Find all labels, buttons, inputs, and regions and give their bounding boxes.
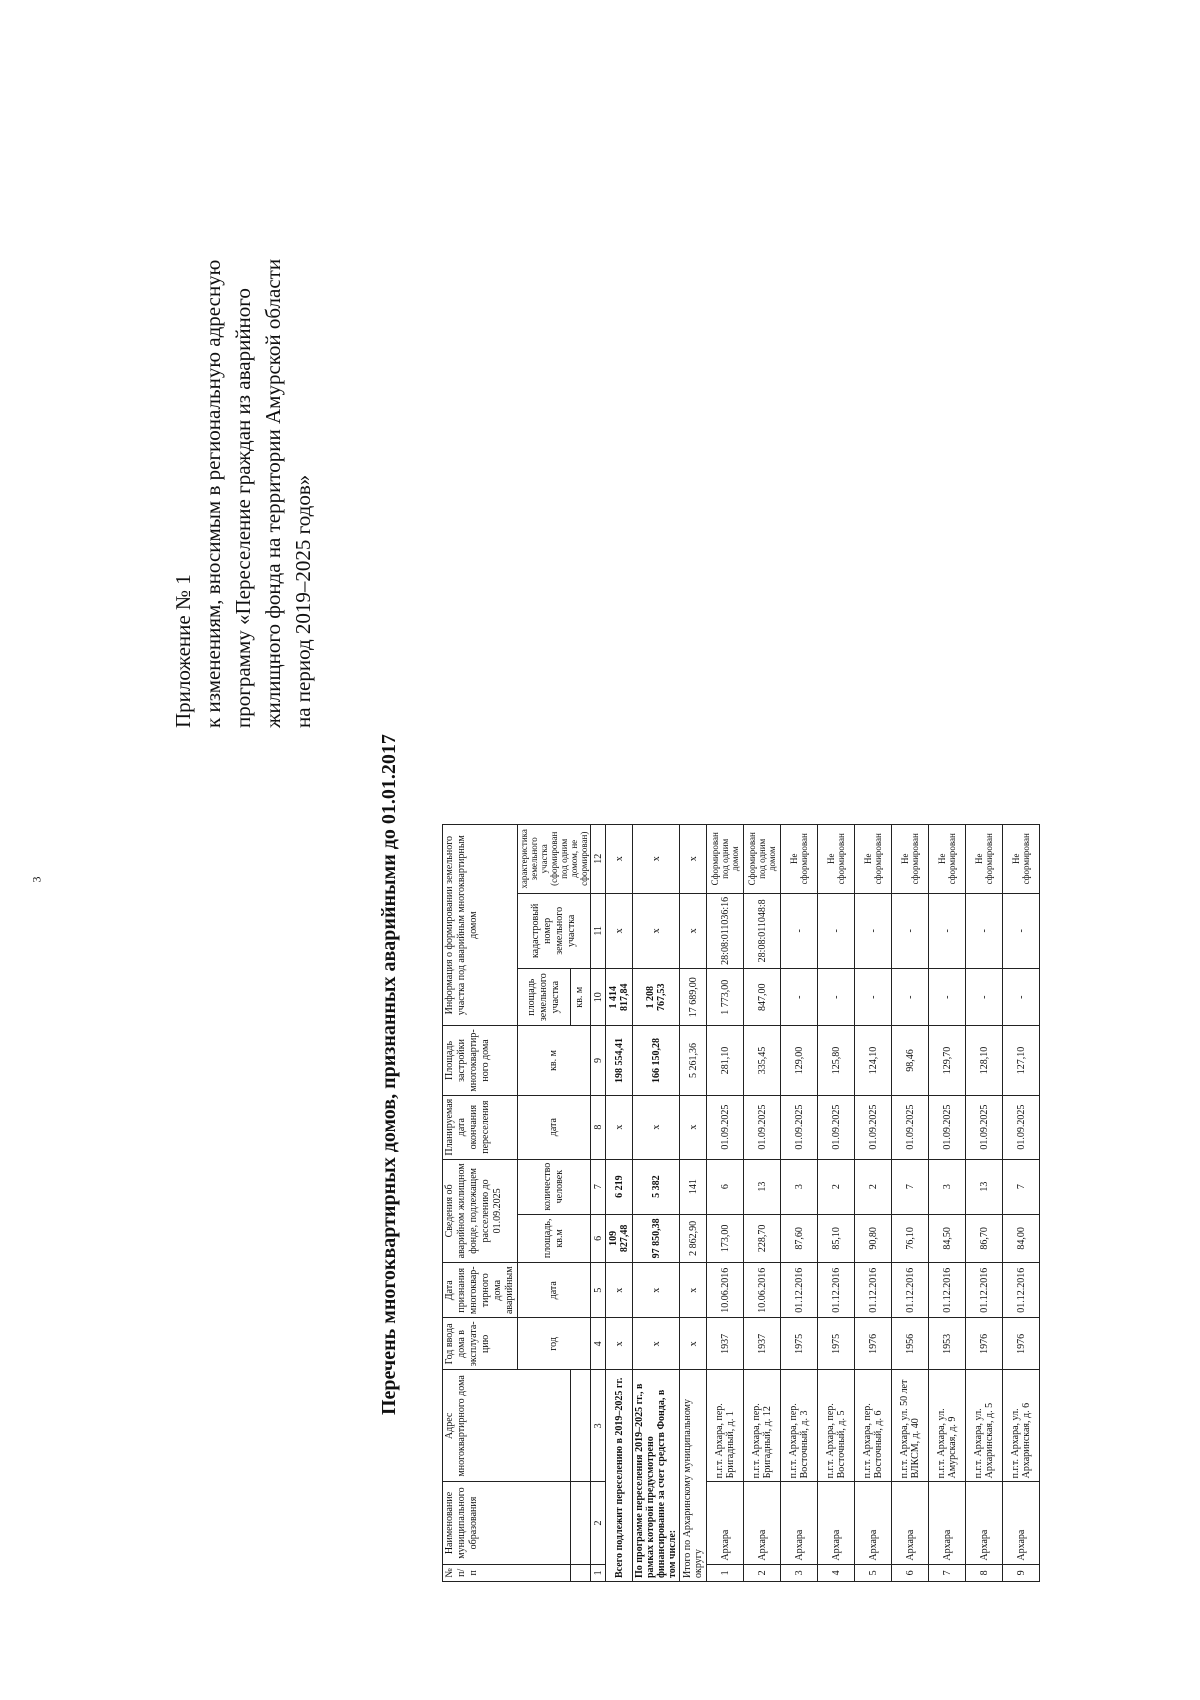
summary-end-date: x <box>680 1095 707 1159</box>
row-municipality: Архара <box>781 1482 818 1564</box>
row-building-area: 335,45 <box>744 1026 781 1095</box>
row-cadastral: 28:08:011048:8 <box>744 893 781 969</box>
header-building-area: Площадь застройки многоквартир-ного дома <box>443 1026 518 1095</box>
summary-label: По программе переселения 2019–2025 гг., в рамках которой предусмотрено финансирование за счет средств Фонда, в том числе: <box>633 1370 680 1582</box>
row-cadastral: - <box>892 893 929 969</box>
summary-area: 97 850,38 <box>633 1214 680 1263</box>
row-number: 9 <box>1003 1564 1040 1581</box>
houses-table <box>442 824 1040 1582</box>
row-people: 7 <box>1003 1159 1040 1214</box>
row-cadastral: - <box>929 893 966 969</box>
row-area: 85,10 <box>818 1214 855 1263</box>
header-land-area: площадь земельного участка <box>518 969 571 1026</box>
appendix-line: Приложение № 1 <box>171 574 195 728</box>
col-number: 5 <box>591 1263 606 1318</box>
summary-building-area: 5 261,36 <box>680 1026 707 1095</box>
row-address: п.г.т. Архара, ул. Амурская, д. 9 <box>929 1370 966 1482</box>
summary-year: x <box>606 1318 633 1370</box>
row-people: 2 <box>855 1159 892 1214</box>
row-municipality: Архара <box>892 1482 929 1564</box>
unit-area: площадь, кв.м <box>518 1214 591 1263</box>
table-row <box>818 825 855 1582</box>
summary-end-date: x <box>606 1095 633 1159</box>
summary-land-area: 1 208 767,53 <box>633 969 680 1026</box>
row-area: 173,00 <box>707 1214 744 1263</box>
page-number: 3 <box>29 876 44 883</box>
row-land-char: Не сформирован <box>1003 825 1040 894</box>
summary-label: Всего подлежит переселению в 2019–2025 гг. <box>606 1370 633 1582</box>
summary-people: 141 <box>680 1159 707 1214</box>
summary-land-area: 1 414 817,84 <box>606 969 633 1026</box>
row-cadastral: - <box>855 893 892 969</box>
summary-building-area: 166 150,28 <box>633 1026 680 1095</box>
row-number: 2 <box>744 1564 781 1581</box>
row-area: 84,50 <box>929 1214 966 1263</box>
col-number: 11 <box>591 893 606 969</box>
appendix-heading <box>168 88 318 728</box>
summary-row <box>680 825 707 1582</box>
col-number: 7 <box>591 1159 606 1214</box>
row-year: 1976 <box>966 1318 1003 1370</box>
row-end-date: 01.09.2025 <box>818 1095 855 1159</box>
header-blank <box>570 1370 590 1482</box>
column-number-row <box>591 825 606 1582</box>
row-emergency-date: 10.06.2016 <box>707 1263 744 1318</box>
row-number: 7 <box>929 1564 966 1581</box>
row-number: 4 <box>818 1564 855 1581</box>
row-land-area: - <box>1003 969 1040 1026</box>
summary-end-date: x <box>633 1095 680 1159</box>
summary-cadastral: x <box>633 893 680 969</box>
table-row <box>781 825 818 1582</box>
row-land-char: Не сформирован <box>781 825 818 894</box>
row-year: 1976 <box>855 1318 892 1370</box>
summary-land-char: x <box>633 825 680 894</box>
row-year: 1975 <box>781 1318 818 1370</box>
row-address: п.г.т. Архара, пер. Бригадный, д. 1 <box>707 1370 744 1482</box>
row-building-area: 128,10 <box>966 1026 1003 1095</box>
row-people: 3 <box>929 1159 966 1214</box>
row-municipality: Архара <box>818 1482 855 1564</box>
row-end-date: 01.09.2025 <box>929 1095 966 1159</box>
table-row <box>892 825 929 1582</box>
row-cadastral: - <box>781 893 818 969</box>
header-address: Адрес многоквартирного дома <box>443 1370 571 1482</box>
document-title: Перечень многоквартирных домов, признанных аварийными до 01.01.2017 <box>378 734 400 1415</box>
row-land-char: Сформирован под одним домом <box>744 825 781 894</box>
row-end-date: 01.09.2025 <box>855 1095 892 1159</box>
row-area: 228,70 <box>744 1214 781 1263</box>
houses-table-wrap <box>442 824 1040 1582</box>
summary-land-char: x <box>606 825 633 894</box>
table-row <box>744 825 781 1582</box>
row-number: 6 <box>892 1564 929 1581</box>
appendix-line: жилищного фонда на территории Амурской области <box>261 258 285 728</box>
unit-land-area: кв. м <box>570 969 590 1026</box>
row-address: п.г.т. Архара, пер. Бригадный, д. 12 <box>744 1370 781 1482</box>
row-end-date: 01.09.2025 <box>744 1095 781 1159</box>
row-number: 8 <box>966 1564 1003 1581</box>
header-num: № п/п <box>443 1564 571 1581</box>
summary-year: x <box>680 1318 707 1370</box>
row-end-date: 01.09.2025 <box>781 1095 818 1159</box>
header-blank <box>570 1482 590 1564</box>
summary-land-char: x <box>680 825 707 894</box>
col-number: 4 <box>591 1318 606 1370</box>
col-number: 3 <box>591 1370 606 1482</box>
row-address: п.г.т. Архара, ул. Архаринская, д. 5 <box>966 1370 1003 1482</box>
row-number: 1 <box>707 1564 744 1581</box>
row-land-area: - <box>966 969 1003 1026</box>
row-land-char: Не сформирован <box>818 825 855 894</box>
row-area: 86,70 <box>966 1214 1003 1263</box>
row-municipality: Архара <box>744 1482 781 1564</box>
row-municipality: Архара <box>707 1482 744 1564</box>
row-year: 1976 <box>1003 1318 1040 1370</box>
row-municipality: Архара <box>929 1482 966 1564</box>
row-emergency-date: 01.12.2016 <box>855 1263 892 1318</box>
row-emergency-date: 01.12.2016 <box>1003 1263 1040 1318</box>
col-number: 12 <box>591 825 606 894</box>
row-address: п.г.т. Архара, ул. 50 лет ВЛКСМ, д. 40 <box>892 1370 929 1482</box>
row-building-area: 281,10 <box>707 1026 744 1095</box>
header-year: Год ввода дома в эксплуата-цию <box>443 1318 518 1370</box>
row-land-char: Не сформирован <box>929 825 966 894</box>
row-year: 1953 <box>929 1318 966 1370</box>
row-area: 84,00 <box>1003 1214 1040 1263</box>
row-building-area: 125,80 <box>818 1026 855 1095</box>
row-land-area: - <box>929 969 966 1026</box>
row-land-area: - <box>855 969 892 1026</box>
row-end-date: 01.09.2025 <box>1003 1095 1040 1159</box>
row-land-area: - <box>781 969 818 1026</box>
row-building-area: 129,00 <box>781 1026 818 1095</box>
row-number: 3 <box>781 1564 818 1581</box>
summary-year: x <box>633 1318 680 1370</box>
table-row <box>1003 825 1040 1582</box>
row-municipality: Архара <box>1003 1482 1040 1564</box>
summary-area: 109 827,48 <box>606 1214 633 1263</box>
summary-date: x <box>606 1263 633 1318</box>
row-number: 5 <box>855 1564 892 1581</box>
summary-cadastral: x <box>606 893 633 969</box>
table-body <box>591 825 1040 1582</box>
col-number: 1 <box>591 1564 606 1581</box>
header-blank <box>570 1564 590 1581</box>
header-municipality: Наименование муниципального образования <box>443 1482 571 1564</box>
unit-date: дата <box>518 1263 591 1318</box>
table-row <box>707 825 744 1582</box>
summary-row <box>633 825 680 1582</box>
appendix-line: к изменениям, вносимым в региональную адресную <box>201 259 225 728</box>
row-cadastral: 28:08:011036:16 <box>707 893 744 969</box>
row-emergency-date: 01.12.2016 <box>781 1263 818 1318</box>
row-address: п.г.т. Архара, пер. Восточный, д. 3 <box>781 1370 818 1482</box>
row-land-char: Не сформирован <box>855 825 892 894</box>
row-land-char: Сформирован под одним домом <box>707 825 744 894</box>
table-row <box>929 825 966 1582</box>
summary-building-area: 198 554,41 <box>606 1026 633 1095</box>
row-area: 90,80 <box>855 1214 892 1263</box>
row-end-date: 01.09.2025 <box>892 1095 929 1159</box>
row-municipality: Архара <box>966 1482 1003 1564</box>
row-land-area: 847,00 <box>744 969 781 1026</box>
table-row <box>966 825 1003 1582</box>
unit-people: количество человек <box>518 1159 591 1214</box>
col-number: 10 <box>591 969 606 1026</box>
row-emergency-date: 01.12.2016 <box>929 1263 966 1318</box>
row-people: 13 <box>744 1159 781 1214</box>
row-address: п.г.т. Архара, пер. Восточный, д. 6 <box>855 1370 892 1482</box>
row-end-date: 01.09.2025 <box>707 1095 744 1159</box>
col-number: 6 <box>591 1214 606 1263</box>
summary-row <box>606 825 633 1582</box>
summary-land-area: 17 689,00 <box>680 969 707 1026</box>
header-land-char: характеристика земельного участка (сформирован под одним домом, не сформирован) <box>518 825 591 894</box>
summary-area: 2 862,90 <box>680 1214 707 1263</box>
appendix-line: программу «Переселение граждан из аварийного <box>231 288 255 728</box>
row-building-area: 129,70 <box>929 1026 966 1095</box>
row-land-area: - <box>892 969 929 1026</box>
row-land-area: - <box>818 969 855 1026</box>
col-number: 2 <box>591 1482 606 1564</box>
appendix-line: на период 2019–2025 годов» <box>291 474 315 728</box>
col-number: 8 <box>591 1095 606 1159</box>
row-area: 76,10 <box>892 1214 929 1263</box>
row-address: п.г.т. Архара, пер. Восточный, д. 5 <box>818 1370 855 1482</box>
header-land-info: Информация о формировании земельного участка под аварийным многоквартирным домом <box>443 825 518 1026</box>
unit-building-area: кв. м <box>518 1026 591 1095</box>
row-emergency-date: 01.12.2016 <box>966 1263 1003 1318</box>
unit-year: год <box>518 1318 591 1370</box>
row-people: 2 <box>818 1159 855 1214</box>
summary-label: Итого по Архаринскому муниципальному округу <box>680 1370 707 1582</box>
row-land-char: Не сформирован <box>966 825 1003 894</box>
row-building-area: 127,10 <box>1003 1026 1040 1095</box>
row-people: 7 <box>892 1159 929 1214</box>
row-people: 13 <box>966 1159 1003 1214</box>
header-fund-info: Сведения об аварийном жилищном фонде, подлежащем расселению до 01.09.2025 <box>443 1159 518 1262</box>
row-emergency-date: 01.12.2016 <box>818 1263 855 1318</box>
row-year: 1937 <box>744 1318 781 1370</box>
row-building-area: 98,46 <box>892 1026 929 1095</box>
row-land-char: Не сформирован <box>892 825 929 894</box>
row-cadastral: - <box>966 893 1003 969</box>
row-year: 1975 <box>818 1318 855 1370</box>
row-year: 1937 <box>707 1318 744 1370</box>
header-resettle-end: Планируемая дата окончания переселения <box>443 1095 518 1159</box>
header-cadastral: кадастровый номер земельного участка <box>518 893 591 969</box>
row-emergency-date: 10.06.2016 <box>744 1263 781 1318</box>
summary-people: 6 219 <box>606 1159 633 1214</box>
header-emergency-date: Дата признания многоквар-тирного дома аварийным <box>443 1263 518 1318</box>
row-emergency-date: 01.12.2016 <box>892 1263 929 1318</box>
row-land-area: 1 773,00 <box>707 969 744 1026</box>
summary-date: x <box>680 1263 707 1318</box>
summary-cadastral: x <box>680 893 707 969</box>
row-people: 6 <box>707 1159 744 1214</box>
row-building-area: 124,10 <box>855 1026 892 1095</box>
row-cadastral: - <box>818 893 855 969</box>
row-municipality: Архара <box>855 1482 892 1564</box>
row-year: 1956 <box>892 1318 929 1370</box>
table-row <box>855 825 892 1582</box>
row-area: 87,60 <box>781 1214 818 1263</box>
row-cadastral: - <box>1003 893 1040 969</box>
summary-people: 5 382 <box>633 1159 680 1214</box>
col-number: 9 <box>591 1026 606 1095</box>
unit-resettle-date: дата <box>518 1095 591 1159</box>
summary-date: x <box>633 1263 680 1318</box>
row-address: п.г.т. Архара, ул. Архаринская, д. 6 <box>1003 1370 1040 1482</box>
row-end-date: 01.09.2025 <box>966 1095 1003 1159</box>
row-people: 3 <box>781 1159 818 1214</box>
